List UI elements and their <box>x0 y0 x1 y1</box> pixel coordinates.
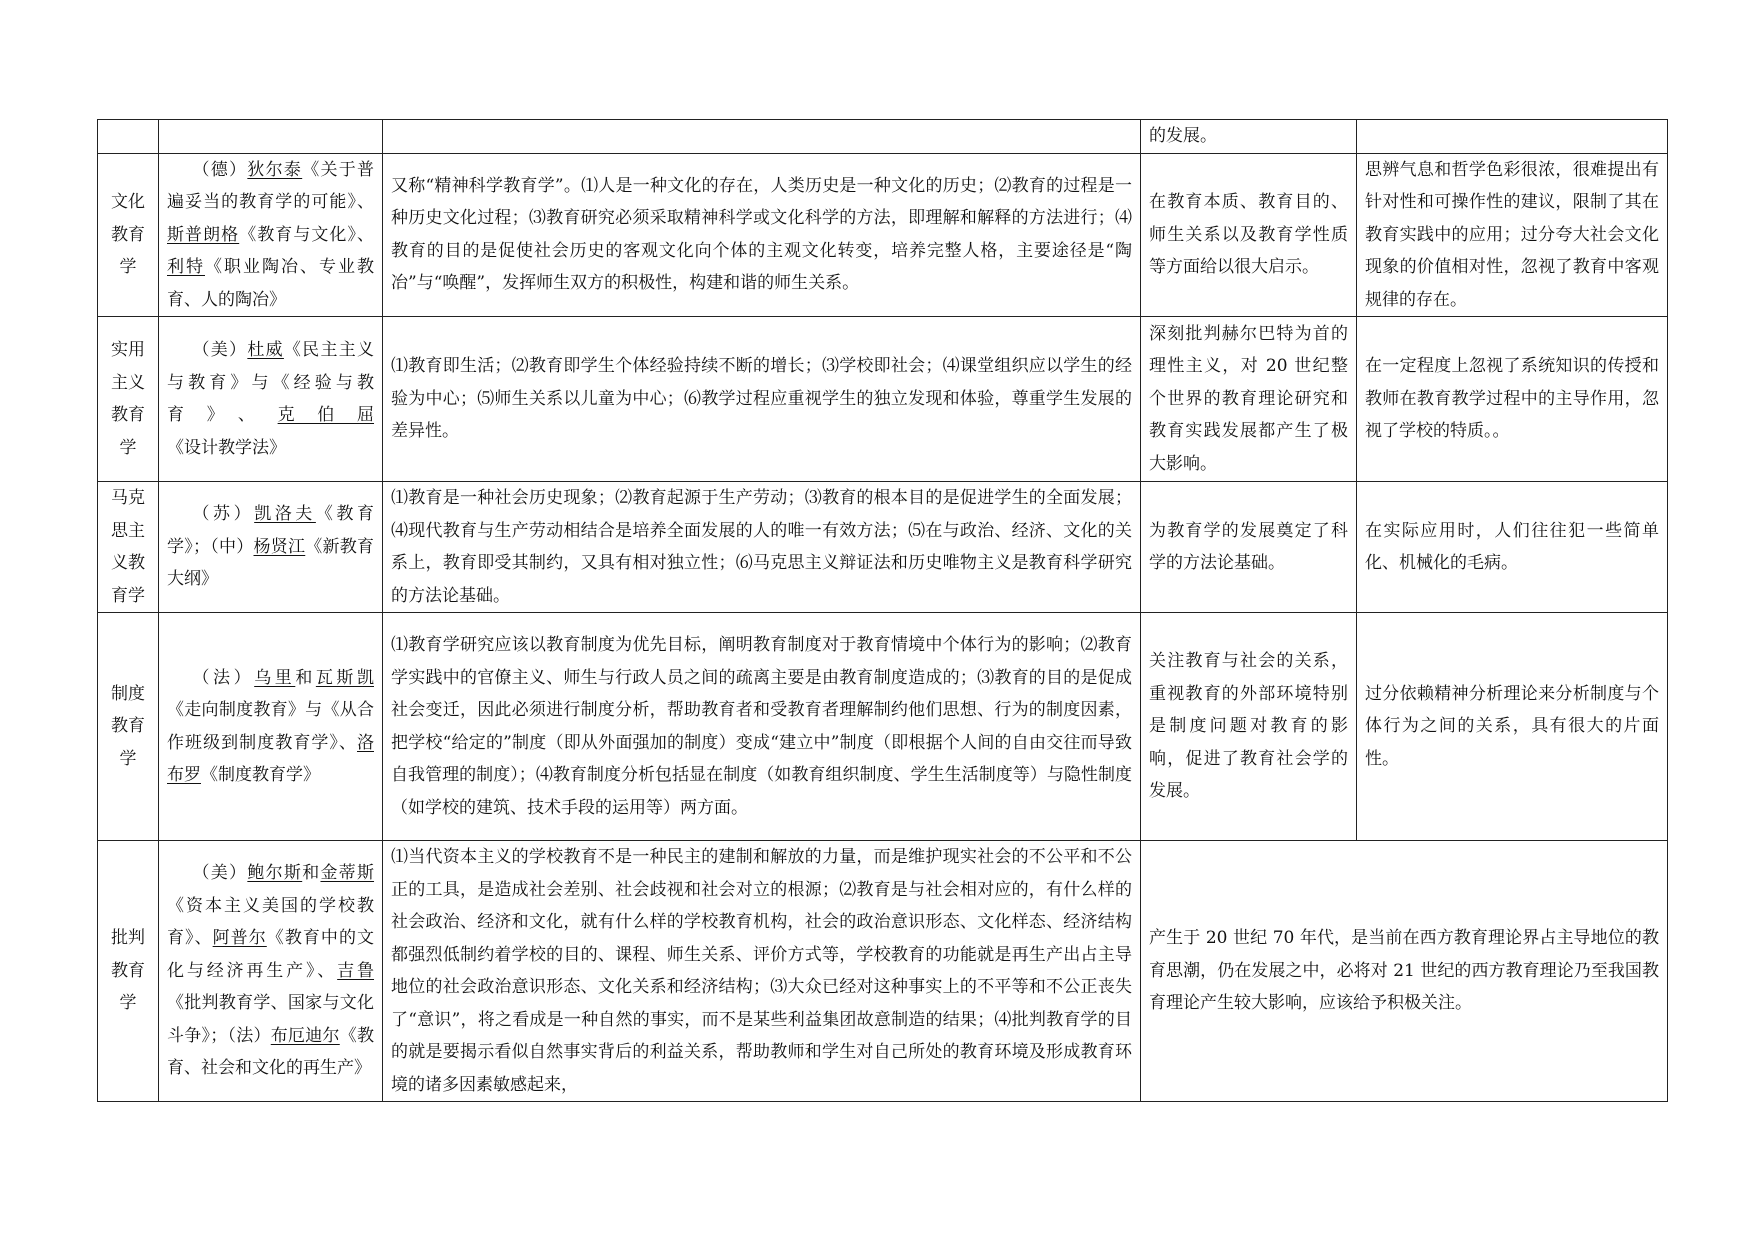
contribution-cell <box>1141 153 1357 317</box>
work-text: 《教育学》；（中） <box>167 504 374 557</box>
contribution-text: 关注教育与社会的关系，重视教育的外部环境特别是制度问题对教育的影响，促进了教育社会学的发展。 <box>1149 651 1348 802</box>
author-name: 凯洛夫 <box>254 504 316 525</box>
representative-works-cell <box>159 120 383 154</box>
contribution-text: 深刻批判赫尔巴特为首的理性主义，对 20 世纪整个世界的教育理论研究和教育实践发展都产生了极大影响。 <box>1149 323 1348 474</box>
contribution-text: 的发展。 <box>1149 126 1217 146</box>
table-body <box>98 120 1668 1102</box>
main-ideas-cell <box>383 613 1141 841</box>
author-name: 狄尔泰 <box>247 159 303 180</box>
author-name: 瓦斯凯 <box>315 667 374 688</box>
evaluation-text: 产生于 20 世纪 70 年代，是当前在西方教育理论界占主导地位的教育思潮，仍在发展之中，必将对 21 世纪的西方教育理论乃至我国教育理论产生较大影响，应该给予积极关注。 <box>1149 928 1659 1014</box>
author-name: 克伯屈 <box>277 405 375 425</box>
representative-works-cell <box>159 153 383 317</box>
limitation-text: 在实际应用时，人们往往犯一些简单化、机械化的毛病。 <box>1365 520 1659 573</box>
author-name: 杨贤江 <box>253 536 306 557</box>
work-text: 和 <box>302 863 321 884</box>
comparison-table <box>97 119 1668 1102</box>
author-name: 鲍尔斯 <box>247 863 303 884</box>
limitation-cell <box>1357 482 1668 613</box>
limitation-cell <box>1357 613 1668 841</box>
contribution-text: 在教育本质、教育目的、师生关系以及教育学性质等方面给以很大启示。 <box>1149 192 1348 277</box>
contribution-cell <box>1141 317 1357 482</box>
contribution-cell <box>1141 120 1357 154</box>
school-name-cell <box>98 613 159 841</box>
limitation-text: 过分依赖精神分析理论来分析制度与个体行为之间的关系，具有很大的片面性。 <box>1365 683 1659 769</box>
main-ideas-cell <box>383 482 1141 613</box>
author-name: 阿普尔 <box>212 928 267 949</box>
work-text: 《批判教育学、国家与文化斗争》；（法） <box>167 993 374 1046</box>
author-name: 布厄迪尔 <box>270 1025 340 1046</box>
evaluation-merged-cell <box>1141 841 1668 1102</box>
author-name: 洛布罗 <box>167 732 374 785</box>
limitation-text: 在一定程度上忽视了系统知识的传授和教师在教育教学过程中的主导作用，忽视了学校的特质。。 <box>1365 356 1659 442</box>
author-name: 乌里 <box>254 667 296 688</box>
main-ideas-cell <box>383 153 1141 317</box>
school-name-cell <box>98 153 159 317</box>
work-text: （美） <box>192 863 248 884</box>
school-name: 马克思主义教育学 <box>111 488 145 606</box>
school-name: 文化教育学 <box>111 192 145 277</box>
main-ideas-text: 又称“精神科学教育学”。⑴人是一种文化的存在，人类历史是一种文化的历史；⑵教育的过程是一种历史文化过程；⑶教育研究必须采取精神科学或文化科学的方法，即理解和解释的方法进行；⑷教育的目的是促使社会历史的客观文化向个体的主观文化转变，培养完整人格，主要途径是“陶冶”与“唤醒”，发挥师生双方的积极性，构建和谐的师生关系。 <box>391 175 1132 294</box>
work-text: 《教育中的文化与经济再生产》、 <box>167 928 375 981</box>
school-name: 实用主义教育学 <box>111 340 145 458</box>
author-name: 杜威 <box>247 340 284 360</box>
table-row <box>98 613 1668 841</box>
author-name: 吉鲁 <box>337 960 375 981</box>
main-ideas-cell <box>383 317 1141 482</box>
contribution-cell <box>1141 482 1357 613</box>
work-text: （法） <box>192 667 255 688</box>
school-name: 制度教育学 <box>111 683 145 769</box>
school-name: 批判教育学 <box>111 928 145 1014</box>
main-ideas-text: ⑴当代资本主义的学校教育不是一种民主的建制和解放的力量，而是维护现实社会的不公平和不公正的工具，是造成社会差别、社会歧视和社会对立的根源；⑵教育是与社会相对应的，有什么样的社会政治、经济和文化，就有什么样的学校教育机构，社会的政治意识形态、文化样态、经济结构都强烈低制约着学校的目的、课程、师生关系、评价方式等，学校教育的功能就是再生产出占主导地位的社会政治意识形态、文化关系和经济结构；⑶大众已经对这种事实上的不平等和不公正丧失了“意识”，将之看成是一种自然的事实，而不是某些利益集团故意制造的结果；⑷批判教育学的目的就是要揭示看似自然事实背后的利益关系，帮助教师和学生对自己所处的教育环境及形成教育环境的诸多因素敏感起来， <box>391 847 1132 1095</box>
work-text: （苏） <box>192 504 255 525</box>
main-ideas-cell <box>383 120 1141 154</box>
limitation-cell <box>1357 153 1668 317</box>
limitation-text: 思辨气息和哲学色彩很浓，很难提出有针对性和可操作性的建议，限制了其在教育实践中的应用；过分夸大社会文化现象的价值相对性，忽视了教育中客观规律的存在。 <box>1365 159 1659 310</box>
contribution-cell <box>1141 613 1357 841</box>
author-name: 利特 <box>167 257 205 277</box>
limitation-cell <box>1357 317 1668 482</box>
representative-works-cell <box>159 613 383 841</box>
work-text: 《教育与文化》、 <box>239 224 375 245</box>
school-name-cell <box>98 482 159 613</box>
representative-works-cell <box>159 317 383 482</box>
work-text: （美） <box>192 340 248 360</box>
main-ideas-text: ⑴教育学研究应该以教育制度为优先目标，阐明教育制度对于教育情境中个体行为的影响；⑵教育学实践中的官僚主义、师生与行政人员之间的疏离主要是由教育制度造成的；⑶教育的目的是促成社会变迁，因此必须进行制度分析，帮助教育者和受教育者理解制约他们思想、行为的制度因素，把学校“给定的”制度（即从外面强加的制度）变成“建立中”制度（即根据个人间的自由交往而导致自我管理的制度）；⑷教育制度分析包括显在制度（如教育组织制度、学生生活制度等）与隐性制度（如学校的建筑、技术手段的运用等）两方面。 <box>391 635 1132 818</box>
work-text: （德） <box>192 159 248 180</box>
work-text: 《职业陶冶、专业教育、人的陶冶》 <box>167 257 374 310</box>
work-text: 《关于普遍妥当的教育学的可能》、 <box>167 159 375 212</box>
limitation-cell <box>1357 120 1668 154</box>
work-text: 《资本主义美国的学校教育》、 <box>167 895 374 949</box>
work-text: 《设计教学法》 <box>167 437 286 458</box>
table-row <box>98 841 1668 1102</box>
work-text: 《教育、社会和文化的再生产》 <box>167 1025 374 1079</box>
main-ideas-cell <box>383 841 1141 1102</box>
table-row <box>98 153 1668 317</box>
school-name-cell <box>98 317 159 482</box>
work-text: 和 <box>295 667 316 688</box>
main-ideas-text: ⑴教育即生活；⑵教育即学生个体经验持续不断的增长；⑶学校即社会；⑷课堂组织应以学生的经验为中心；⑸师生关系以儿童为中心；⑹教学过程应重视学生的独立发现和体验，尊重学生发展的差异性。 <box>391 356 1132 442</box>
representative-works-cell <box>159 482 383 613</box>
table-row <box>98 317 1668 482</box>
school-name-cell <box>98 120 159 154</box>
main-ideas-text: ⑴教育是一种社会历史现象；⑵教育起源于生产劳动；⑶教育的根本目的是促进学生的全面发展；⑷现代教育与生产劳动相结合是培养全面发展的人的唯一有效方法；⑸在与政治、经济、文化的关系上，教育即受其制约，又具有相对独立性；⑹马克思主义辩证法和历史唯物主义是教育科学研究的方法论基础。 <box>391 488 1132 606</box>
contribution-text: 为教育学的发展奠定了科学的方法论基础。 <box>1149 520 1348 573</box>
author-name: 斯普朗格 <box>167 224 240 245</box>
work-text: 《民主主义与教育》与《经验与教育》、 <box>167 340 375 425</box>
work-text: 《走向制度教育》与《从合作班级到制度教育学》、 <box>167 700 374 753</box>
representative-works-cell <box>159 841 383 1102</box>
author-name: 金蒂斯 <box>320 863 375 884</box>
table-row <box>98 482 1668 613</box>
work-text: 《新教育大纲》 <box>167 536 374 590</box>
table-row <box>98 120 1668 154</box>
school-name-cell <box>98 841 159 1102</box>
work-text: 《制度教育学》 <box>201 765 320 785</box>
